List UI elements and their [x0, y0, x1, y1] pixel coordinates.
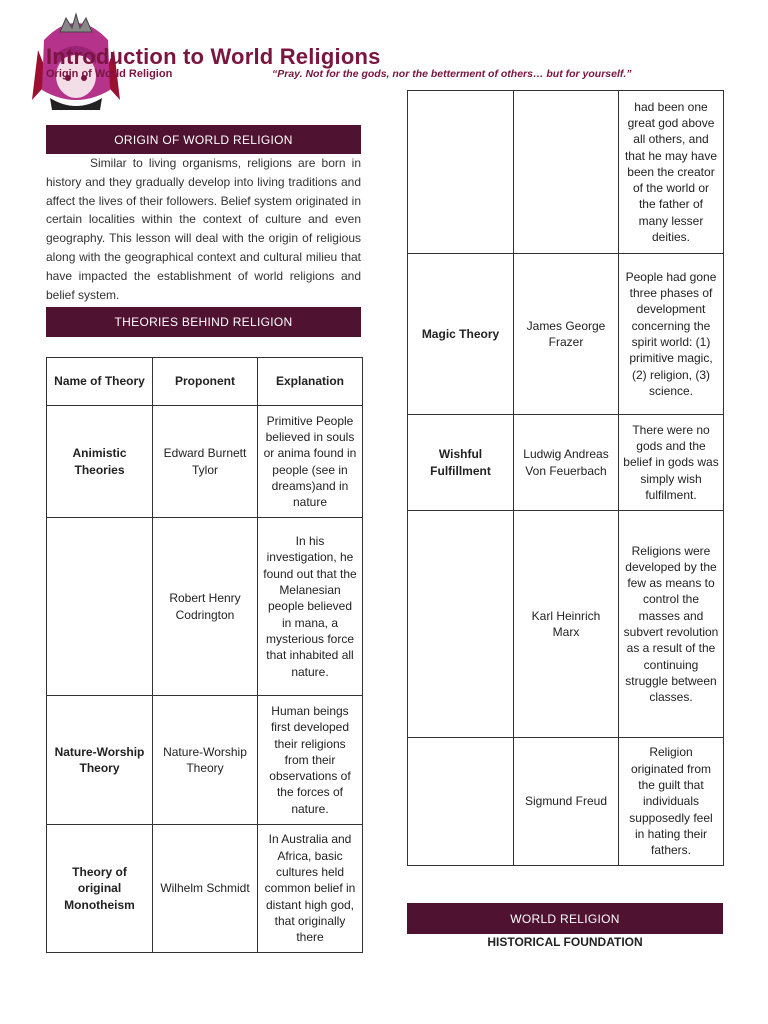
table-row	[408, 415, 724, 511]
table-row	[408, 91, 724, 254]
explanation: Human beings first developed their religions from their observations of the forces of nature.	[258, 696, 363, 825]
theory-name: Animistic Theories	[47, 406, 153, 518]
explanation: People had gone three phases of development concerning the spirit world: (1) primitive magic, (2) religion, (3) science.	[619, 254, 724, 415]
table-row	[408, 511, 724, 738]
theories-table-right	[407, 90, 724, 866]
explanation: There were no gods and the belief in gods was simply wish fulfilment.	[619, 415, 724, 511]
header-proponent: Proponent	[153, 358, 258, 406]
proponent: Nature-Worship Theory	[153, 696, 258, 825]
explanation: Religion originated from the guilt that individuals supposedly feel in hating their fathers.	[619, 738, 724, 866]
theory-name	[408, 91, 514, 254]
header-quote: “Pray. Not for the gods, nor the betterment of others… but for yourself.”	[272, 68, 632, 80]
explanation: had been one great god above all others, and that he may have been the creator of the world or the father of many lesser deities.	[619, 91, 724, 254]
origin-paragraph: Similar to living organisms, religions are born in history and they gradually develop into living traditions and affect the lives of their followers. Belief system originated in certain localities within the context of culture and even geography. This lesson will deal with the origin of religious along with the geographical context and cultural milieu that have impacted the establishment of world religions and belief system.	[46, 156, 361, 302]
proponent: Karl Heinrich Marx	[514, 511, 619, 738]
theory-name: Theory of original Monotheism	[47, 825, 153, 953]
proponent: Wilhelm Schmidt	[153, 825, 258, 953]
world-religion-banner: WORLD RELIGION	[407, 903, 723, 934]
proponent: Robert Henry Codrington	[153, 518, 258, 696]
theory-name	[408, 738, 514, 866]
theory-name	[408, 511, 514, 738]
explanation: In his investigation, he found out that the Melanesian people believed in mana, a mysterious force that inhabited all nature.	[258, 518, 363, 696]
page-title: Introduction to World Religions	[46, 44, 381, 69]
theory-name	[47, 518, 153, 696]
table-row	[47, 406, 363, 518]
table-row	[408, 738, 724, 866]
header-name-of-theory: Name of Theory	[47, 358, 153, 406]
theory-name: Nature-Worship Theory	[47, 696, 153, 825]
origin-banner: ORIGIN OF WORLD RELIGION	[46, 125, 361, 154]
proponent: Sigmund Freud	[514, 738, 619, 866]
table-header-row	[47, 358, 363, 406]
historical-foundation-heading: HISTORICAL FOUNDATION	[487, 935, 643, 949]
proponent: James George Frazer	[514, 254, 619, 415]
theories-banner: THEORIES BEHIND RELIGION	[46, 307, 361, 337]
explanation: Religions were developed by the few as means to control the masses and subvert revolution as a result of the continuing struggle between classes.	[619, 511, 724, 738]
explanation: In Australia and Africa, basic cultures held common belief in distant high god, that originally there	[258, 825, 363, 953]
table-row	[47, 825, 363, 953]
header-explanation: Explanation	[258, 358, 363, 406]
proponent: Ludwig Andreas Von Feuerbach	[514, 415, 619, 511]
proponent: Edward Burnett Tylor	[153, 406, 258, 518]
theory-name: Wishful Fulfillment	[408, 415, 514, 511]
proponent	[514, 91, 619, 254]
table-row	[408, 254, 724, 415]
theories-table-left	[46, 357, 363, 953]
explanation: Primitive People believed in souls or anima found in people (see in dreams)and in nature	[258, 406, 363, 518]
table-row	[47, 518, 363, 696]
page-subtitle: Origin of World Religion	[46, 68, 173, 80]
table-row	[47, 696, 363, 825]
theory-name: Magic Theory	[408, 254, 514, 415]
